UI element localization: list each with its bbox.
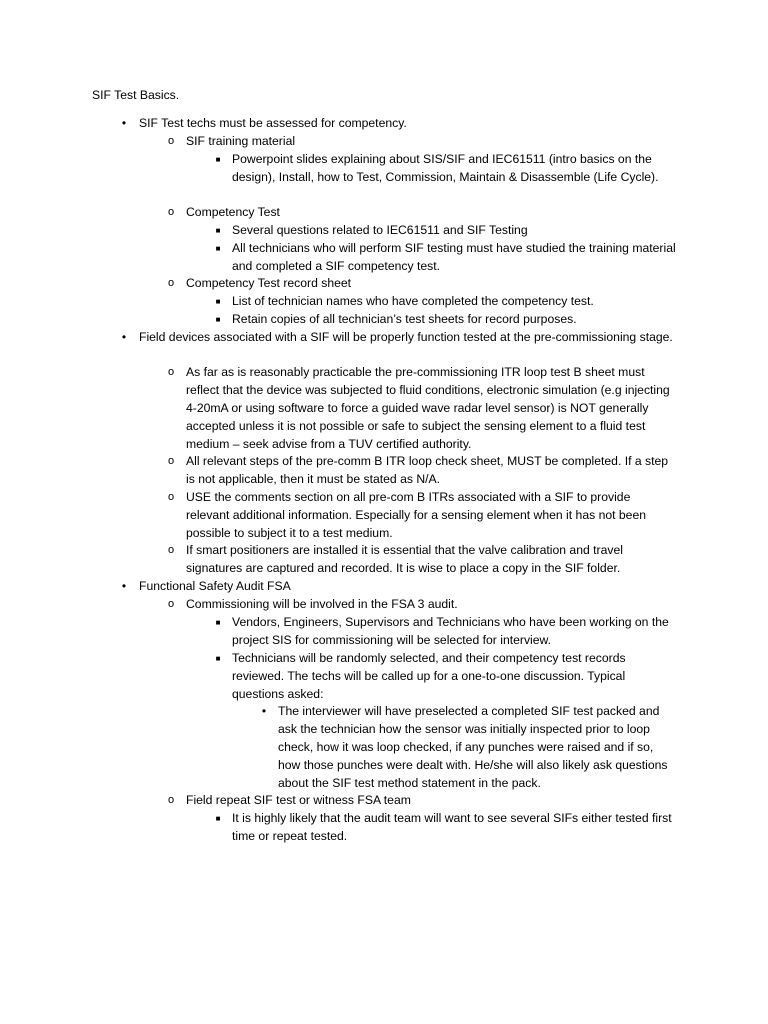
- bullet-item: [121, 578, 679, 596]
- square-bullet: ■: [215, 244, 221, 253]
- item-text: All relevant steps of the pre-comm B ITR loop check sheet, MUST be completed. If a step is not applicable, then it must be stated as N/A.: [186, 454, 669, 486]
- item-text: List of technician names who have completed the competency test.: [232, 294, 594, 308]
- bullet-item: [167, 596, 676, 614]
- item-text: USE the comments section on all pre-com B ITRs associated with a SIF to provide relevant additional information. Especially for a sensing element when it has not been possible to subject it to a test medium.: [186, 490, 647, 540]
- square-bullet: ■: [215, 155, 221, 164]
- square-bullet: ■: [215, 297, 221, 306]
- item-text: Competency Test record sheet: [186, 276, 352, 290]
- item-text: Technicians will be randomly selected, and their competency test records reviewed. The techs will be called up for a one-to-one discussion. Typical questions asked:: [232, 651, 626, 701]
- item-text: SIF training material: [186, 134, 296, 148]
- bullet-item: [215, 222, 677, 240]
- circle-bullet: o: [167, 598, 175, 610]
- item-text: Field devices associated with a SIF will be properly function tested at the pre-commissioning stage.: [139, 330, 673, 344]
- item-text: It is highly likely that the audit team will want to see several SIFs either tested first time or repeat tested.: [232, 811, 672, 843]
- bullet-item: [215, 650, 677, 704]
- item-text: As far as is reasonably practicable the pre-commissioning ITR loop test B sheet must reflect that the device was subjected to fluid conditions, electronic simulation (e.g injecting 4-20mA or using software to force a guided wave radar level sensor) is NOT generally accepted unless it is not possible or safe to subject the sensing element to a fluid test medium – seek advise from a TUV certified authority.: [186, 365, 670, 451]
- disc-bullet: •: [261, 704, 267, 718]
- item-text: Powerpoint slides explaining about SIS/SIF and IEC61511 (intro basics on the design), Install, how to Test, Commission, Maintain & Disassemble (Life Cycle).: [232, 152, 659, 184]
- bullet-item: [215, 614, 677, 650]
- square-bullet: ■: [215, 226, 221, 235]
- bullet-item: [215, 311, 677, 329]
- disc-bullet: •: [121, 330, 127, 344]
- circle-bullet: o: [167, 491, 175, 503]
- bullet-item: [215, 810, 677, 846]
- item-text: The interviewer will have preselected a completed SIF test packed and ask the technician how the sensor was initially inspected prior to loop check, how it was loop checked, if any punches were raised and if so, how those punches were dealt with. He/she will also likely ask questions about the SIF test method statement in the pack.: [278, 704, 668, 790]
- bullet-item: [167, 204, 676, 222]
- item-text: All technicians who will perform SIF testing must have studied the training material and completed a SIF competency test.: [232, 241, 676, 273]
- square-bullet: ■: [215, 315, 221, 324]
- bullet-item: [261, 703, 676, 793]
- circle-bullet: o: [167, 135, 175, 147]
- bullet-item: [121, 329, 679, 347]
- item-text: Field repeat SIF test or witness FSA team: [186, 793, 411, 807]
- item-text: Vendors, Engineers, Supervisors and Technicians who have been working on the project SIS for commissioning will be selected for interview.: [232, 615, 669, 647]
- bullet-item: [167, 792, 676, 810]
- item-text: Commissioning will be involved in the FSA 3 audit.: [186, 597, 458, 611]
- square-bullet: ■: [215, 618, 221, 627]
- square-bullet: ■: [215, 814, 221, 823]
- circle-bullet: o: [167, 277, 175, 289]
- circle-bullet: o: [167, 455, 175, 467]
- bullet-item: [215, 151, 677, 187]
- item-text: If smart positioners are installed it is essential that the valve calibration and travel signatures are captured and recorded. It is wise to place a copy in the SIF folder.: [186, 543, 623, 575]
- circle-bullet: o: [167, 794, 175, 806]
- bullet-item: [167, 489, 676, 543]
- disc-bullet: •: [121, 116, 127, 130]
- circle-bullet: o: [167, 206, 175, 218]
- bullet-item: [167, 133, 676, 151]
- item-text: Competency Test: [186, 205, 280, 219]
- circle-bullet: o: [167, 366, 175, 378]
- item-text: Retain copies of all technician’s test sheets for record purposes.: [232, 312, 577, 326]
- bullet-item: [215, 293, 677, 311]
- square-bullet: ■: [215, 654, 221, 663]
- item-text: Several questions related to IEC61511 and SIF Testing: [232, 223, 528, 237]
- bullet-item: [167, 453, 676, 489]
- item-text: Functional Safety Audit FSA: [139, 579, 291, 593]
- bullet-item: [121, 115, 679, 133]
- bullet-item: [167, 542, 676, 578]
- circle-bullet: o: [167, 544, 175, 556]
- bullet-item: [215, 240, 677, 276]
- bullet-item: [167, 364, 676, 454]
- item-text: SIF Test techs must be assessed for competency.: [139, 116, 407, 130]
- bullet-item: [167, 275, 676, 293]
- disc-bullet: •: [121, 579, 127, 593]
- document-title: SIF Test Basics.: [92, 88, 180, 102]
